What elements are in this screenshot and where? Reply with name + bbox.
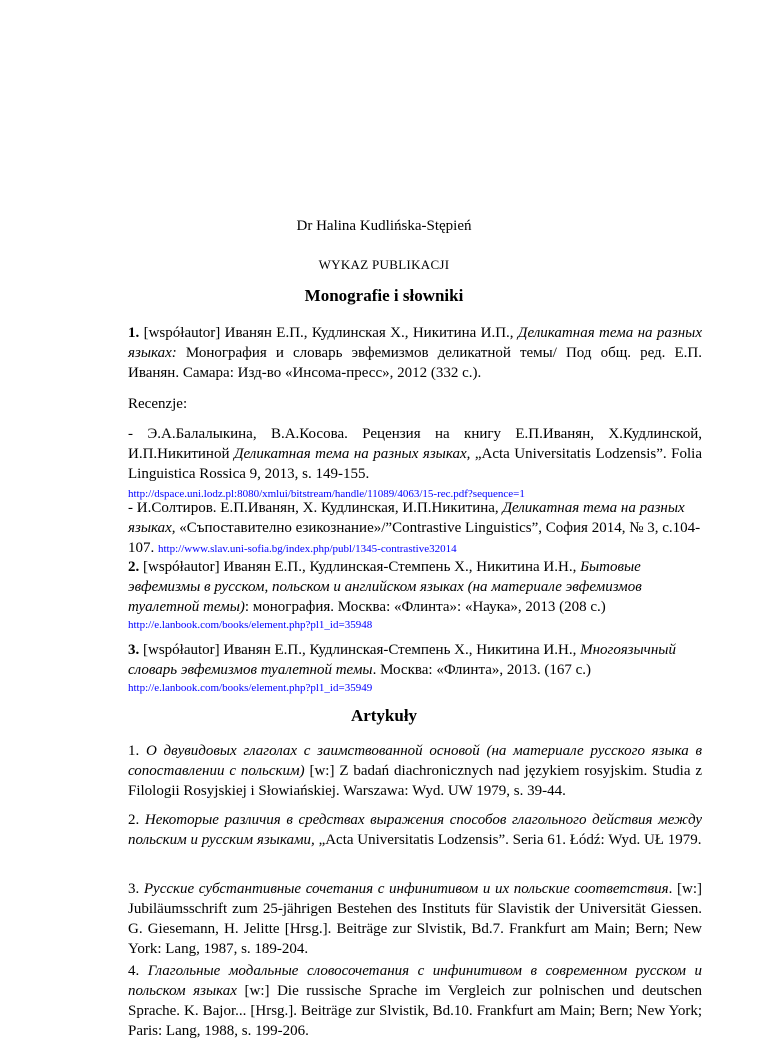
item-number: 2. (128, 559, 140, 575)
review-text: - Э.А.Балалыкина, В.А.Косова. Рецензия на книгу Е.П.Иванян, Х.Кудлинской, И.П.Никитиной (128, 426, 702, 462)
item-number: 4. (128, 963, 140, 979)
item-link[interactable]: http://e.lanbook.com/books/element.php?pl1_id=35949 (128, 682, 373, 694)
item-details: [w:] Z badań diachronicznych nad językiem rosyjskim. Studia z Filologii Rosyjskiej i Słowiańskiej. Warszawa: Wyd. UW 1979, s. 39-44. (128, 763, 703, 799)
review-source: «Съпоставително езикознание»/”Contrastive Linguistics”, София 2014, № 3, с.104-107. (128, 520, 701, 556)
item-number: 1. (128, 743, 140, 759)
item-authors: [współautor] Иванян Е.П., Кудлинская Х., Никитина И.П., (143, 325, 518, 341)
item-details: . Москва: «Флинта», 2013. (167 с.) (372, 662, 592, 678)
review-link[interactable]: http://dspace.uni.lodz.pl:8080/xmlui/bitstream/handle/11089/4063/15-rec.pdf?sequence=1 (128, 488, 525, 500)
item-details: . [w:] Jubiläumsschrift zum 25-jährigen Bestehen des Instituts für Slavistik der Universität Giessen. G. Giesemann, H. Jelitte [Hrsg.]. Beiträge zur Slvistik, Bd.7. Frankfurt am Main; Bern; New York: Lang, 1987, s. 189-204. (128, 881, 702, 957)
item-title: Бытовые эвфемизмы в русском, польском и английском языках (на материале эвфемизмов туалетной темы) (128, 559, 642, 615)
review-source: „Acta Universitatis Lodzensis”. Folia Linguistica Rossica 9, 2013, s. 149-155. (128, 446, 702, 482)
item-number: 2. (128, 812, 140, 828)
article-item-3 (128, 879, 702, 959)
item-details: Монография и словарь эвфемизмов деликатной темы/ Под общ. ред. Е.П. Иванян. Самара: Изд-во «Инсома-пресс», 2012 (332 с.). (128, 345, 702, 381)
author-name: Dr Halina Kudlińska-Stępień (296, 218, 472, 234)
item-link[interactable]: http://e.lanbook.com/books/element.php?pl1_id=35948 (128, 619, 373, 631)
page-title: WYKAZ PUBLIKACJI (318, 257, 450, 272)
article-item-2 (128, 810, 702, 850)
review-book-title: Деликатная тема на разных языках, (233, 446, 471, 462)
item-authors: [współautor] Иванян Е.П., Кудлинская-Стемпень Х., Никитина И.Н., (139, 642, 581, 658)
reviews-label: Recenzje: (128, 396, 188, 412)
item-title: Многоязычный словарь эвфемизмов туалетной темы (128, 642, 676, 678)
review-link[interactable]: http://www.slav.uni-sofia.bg/index.php/publ/1345-contrastive32014 (158, 543, 457, 555)
publication-item-1 (128, 323, 702, 383)
article-item-1 (128, 741, 702, 801)
item-title: Русские субстантивные сочетания с инфинитивом и их польские соответствия (143, 881, 669, 897)
publication-item-2 (128, 557, 702, 633)
item-number: 1. (128, 325, 140, 341)
review-text: - И.Солтиров. Е.П.Иванян, Х. Кудлинская, И.П.Никитина, (128, 500, 503, 516)
item-title: Деликатная тема на разных языках: (128, 325, 702, 361)
item-details: : монография. Москва: «Флинта»: «Наука», 2013 (208 с.) (244, 599, 606, 615)
item-number: 3. (128, 642, 140, 658)
item-details: [w:] Die russische Sprache im Vergleich zur polnischen und deutschen Sprache. K. Bajor... [Hrsg.]. Beiträge zur Slvistik, Bd.10. Frankfurt am Main; Bern; New York; Paris: Lang, 1988, s. 199-206. (128, 983, 702, 1039)
publication-item-3 (128, 640, 702, 696)
item-title: О двувидовых глаголах с заимствованной основой (на материале русского языка в сопоставлении с польским) (128, 743, 702, 779)
item-details: „Acta Universitatis Lodzensis”. Seria 61. Łódź: Wyd. UŁ 1979. (314, 832, 702, 848)
article-item-4 (128, 961, 702, 1041)
section-heading-artykuly: Artykuły (350, 706, 418, 725)
item-title: Некоторые различия в средствах выражения способов глагольного действия между польским и русским языками, (128, 812, 702, 848)
review-2 (128, 498, 702, 559)
item-title: Глагольные модальные словосочетания с инфинитивом в современном русском и польском языках (128, 963, 702, 999)
review-1 (128, 424, 702, 502)
review-book-title: Деликатная тема на разных языках, (128, 500, 685, 536)
item-authors: [współautor] Иванян Е.П., Кудлинская-Стемпень Х., Никитина И.Н., (139, 559, 581, 575)
section-heading-monografie: Monografie i słowniki (304, 286, 464, 305)
item-number: 3. (128, 881, 140, 897)
